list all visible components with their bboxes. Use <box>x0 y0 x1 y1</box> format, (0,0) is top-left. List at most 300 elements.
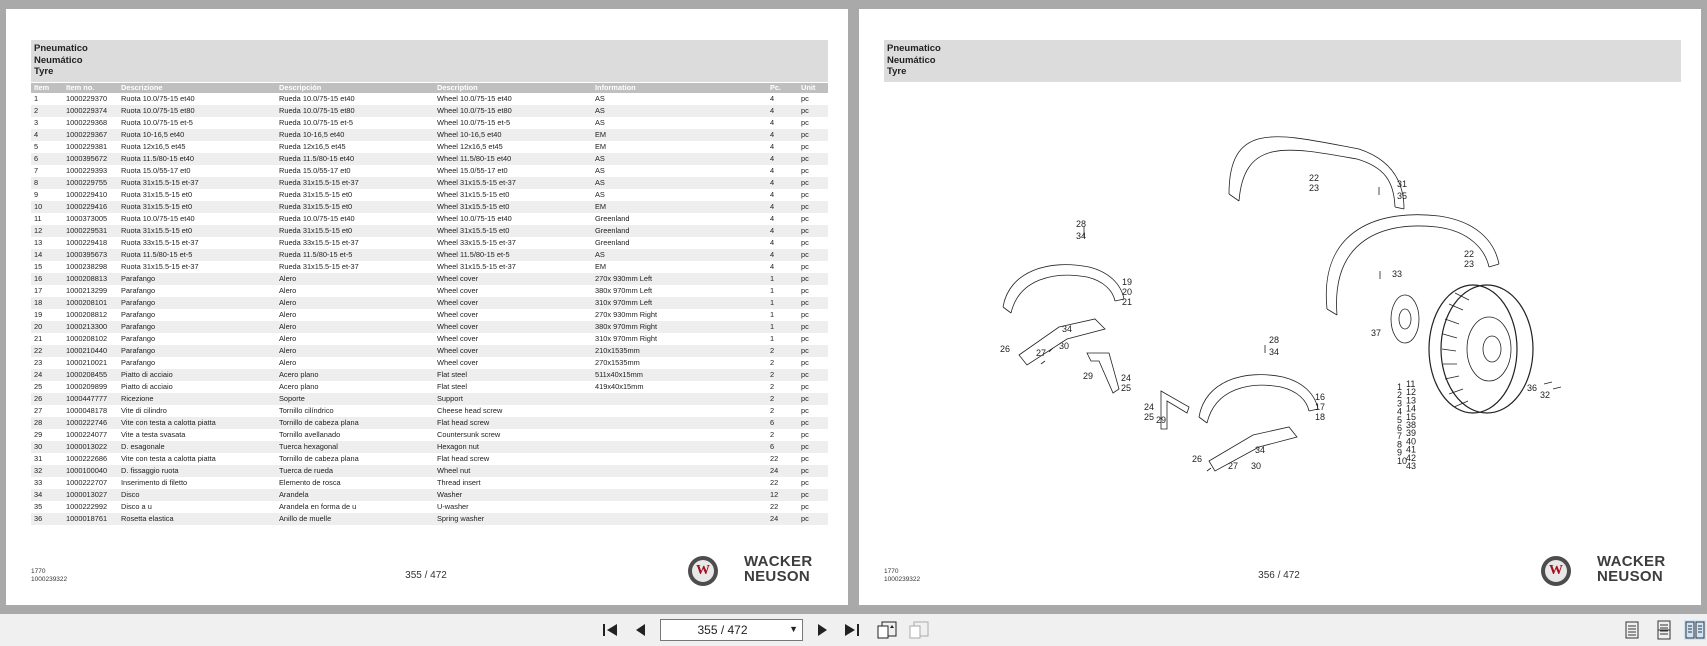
cell-descrizione: Ruota 10.0/75-15 et40 <box>121 214 195 223</box>
callout-23: 23 <box>1309 183 1320 193</box>
cell-description: Countersunk screw <box>437 430 501 439</box>
cell-pc: 24 <box>767 465 798 477</box>
cell-descrizione: Ruota 12x16,5 et45 <box>121 142 186 151</box>
cell-item: 33 <box>34 478 43 487</box>
cell-unit: pc <box>798 441 828 453</box>
logo-wordmark: WACKER NEUSON <box>744 553 813 585</box>
table-row <box>31 405 828 417</box>
footer-doc-no: 1000239322 <box>31 576 68 583</box>
cell-item-no: 1000213300 <box>63 321 118 333</box>
cell-pc: 4 <box>770 214 775 223</box>
cell-information <box>592 465 767 477</box>
cell-information: 380x 970mm Left <box>595 286 653 295</box>
cell-unit: pc <box>798 417 828 429</box>
callout-29: 29 <box>1083 371 1094 381</box>
cell-descripcion: Tornillo cilíndrico <box>279 406 334 415</box>
cell-pc: 4 <box>770 166 775 175</box>
cell-descrizione: Ruota 11.5/80-15 et-5 <box>118 249 276 261</box>
footer-codes <box>884 568 920 584</box>
cell-item: 15 <box>34 262 43 271</box>
callout-26: 26 <box>1000 344 1011 354</box>
callout-33: 33 <box>1392 269 1403 279</box>
table-row <box>31 273 828 285</box>
cell-descrizione: Ruota 10-16,5 et40 <box>118 129 276 141</box>
cell-description: Flat steel <box>437 382 467 391</box>
cell-information: 511x40x15mm <box>592 369 767 381</box>
cell-item-no: 1000013027 <box>63 489 118 501</box>
cell-pc: 22 <box>770 478 779 487</box>
first-page-icon[interactable] <box>600 620 620 640</box>
cell-unit: pc <box>798 393 828 405</box>
cell-description: Wheel 10.0/75-15 et-5 <box>437 118 511 127</box>
header-title-it: Pneumatico <box>34 43 88 54</box>
cell-item: 9 <box>34 190 39 199</box>
cell-descrizione: Ricezione <box>118 393 276 405</box>
cell-descrizione: Parafango <box>118 321 276 333</box>
cell-unit: pc <box>801 214 809 223</box>
cell-descripcion: Rueda 31x15.5-15 et0 <box>279 190 353 199</box>
logo-emblem-icon: W <box>1541 556 1571 586</box>
cell-unit: pc <box>801 118 809 127</box>
cell-item-no: 1000229418 <box>66 238 108 247</box>
cell-unit: pc <box>798 465 828 477</box>
footer-model: 1770 <box>31 568 46 575</box>
cell-information: AS <box>595 190 605 199</box>
cell-descripcion: Rueda 10.0/75-15 et40 <box>279 214 355 223</box>
right-page <box>859 9 1701 605</box>
cell-item: 13 <box>34 238 43 247</box>
table-row <box>31 333 828 345</box>
cell-item: 7 <box>34 166 39 175</box>
cell-descrizione: Vite a testa svasata <box>121 430 186 439</box>
cell-descripcion: Tornillo avellanado <box>279 430 341 439</box>
cell-pc: 4 <box>767 249 798 261</box>
cell-item-no: 1000213299 <box>66 286 108 295</box>
cell-item-no: 1000222992 <box>66 502 108 511</box>
cell-item-no: 1000208455 <box>63 369 118 381</box>
cell-descrizione: Rosetta elastica <box>118 513 276 525</box>
cell-information: AS <box>592 153 767 165</box>
cell-description: Wheel 31x15.5-15 et0 <box>434 201 592 213</box>
cell-item: 36 <box>31 513 63 525</box>
cell-item: 3 <box>34 118 39 127</box>
cell-descripcion: Rueda 10.0/75-15 et40 <box>279 94 355 103</box>
callout-21: 21 <box>1122 297 1133 307</box>
cell-item-no: 1000373005 <box>66 214 108 223</box>
callout-32: 32 <box>1540 390 1551 400</box>
section-header <box>31 40 828 82</box>
callout-wheel_items_b-8: 41 <box>1406 444 1417 455</box>
cell-information: 310x 970mm Left <box>592 297 767 309</box>
callout-34c: 34 <box>1269 347 1280 357</box>
cell-information: 419x40x15mm <box>595 382 644 391</box>
table-row <box>31 465 828 477</box>
cell-description: Wheel nut <box>434 465 592 477</box>
cell-item-no: 1000209899 <box>66 382 108 391</box>
cell-descripcion: Anillo de muelle <box>276 513 434 525</box>
next-page-icon[interactable] <box>814 620 830 640</box>
col-item: Item <box>31 83 63 93</box>
cell-item: 20 <box>31 321 63 333</box>
table-row <box>31 165 828 177</box>
cell-item-no: 1000210021 <box>66 358 108 367</box>
cell-pc: 4 <box>770 238 775 247</box>
cell-information <box>592 417 767 429</box>
cell-unit: pc <box>798 201 828 213</box>
cell-pc: 2 <box>767 345 798 357</box>
callout-29b: 29 <box>1156 415 1167 425</box>
cell-item-no: 1000229410 <box>66 190 108 199</box>
cell-information <box>592 429 767 441</box>
cell-description: Wheel cover <box>434 273 592 285</box>
cell-information <box>592 441 767 453</box>
cell-pc: 22 <box>770 502 779 511</box>
table-row <box>31 309 828 321</box>
last-page-icon[interactable] <box>842 620 862 640</box>
cell-descrizione: Vite di cilindro <box>121 406 167 415</box>
cell-information <box>592 513 767 525</box>
cell-unit: pc <box>798 129 828 141</box>
cell-descripcion: Elemento de rosca <box>279 478 341 487</box>
cell-descrizione: Parafango <box>121 286 156 295</box>
callout-34d: 34 <box>1255 445 1266 455</box>
cell-unit: pc <box>801 502 809 511</box>
cell-information <box>592 501 767 513</box>
table-row <box>31 369 828 381</box>
cell-descripcion: Alero <box>279 310 297 319</box>
callout-wheel_items_b-0: 11 <box>1406 379 1416 389</box>
cell-item: 34 <box>31 489 63 501</box>
cell-item: 4 <box>31 129 63 141</box>
cell-descrizione: Piatto di acciaio <box>121 382 173 391</box>
cell-item: 17 <box>34 286 43 295</box>
table-row <box>31 237 828 249</box>
cell-descrizione: Parafango <box>121 310 156 319</box>
viewer-toolbar <box>0 614 1707 646</box>
cell-item: 30 <box>31 441 63 453</box>
cell-item: 35 <box>34 502 43 511</box>
table-row <box>31 477 828 489</box>
cell-item: 21 <box>34 334 43 343</box>
callout-28b: 28 <box>1269 335 1280 345</box>
cell-item: 2 <box>31 105 63 117</box>
cell-item-no: 1000229755 <box>63 177 118 189</box>
cell-information: EM <box>595 142 607 151</box>
cell-item: 12 <box>31 225 63 237</box>
col-pc: Pc. <box>767 83 798 93</box>
page-number-input[interactable] <box>660 619 803 641</box>
callout-16: 16 <box>1315 392 1326 402</box>
cell-descrizione: Ruota 10.0/75-15 et80 <box>118 105 276 117</box>
cell-item: 22 <box>31 345 63 357</box>
cell-pc: 6 <box>767 441 798 453</box>
cell-descripcion: Soporte <box>276 393 434 405</box>
wheel-callouts-b <box>1406 379 1416 471</box>
table-row <box>31 129 828 141</box>
cell-description: Wheel 33x15.5-15 et-37 <box>437 238 516 247</box>
callout-wheel_items_a-8: 9 <box>1397 447 1403 458</box>
cell-descrizione: Ruota 11.5/80-15 et40 <box>118 153 276 165</box>
cell-descrizione: D. esagonale <box>118 441 276 453</box>
cell-descripcion: Rueda 10-16,5 et40 <box>276 129 434 141</box>
table-row <box>31 357 828 369</box>
cell-item-no: 1000229374 <box>63 105 118 117</box>
callout-17: 17 <box>1315 402 1326 412</box>
cell-information <box>592 453 767 465</box>
cell-pc: 4 <box>770 94 775 103</box>
cell-description: U-washer <box>437 502 469 511</box>
prev-page-icon[interactable] <box>632 620 648 640</box>
cell-information: AS <box>592 249 767 261</box>
callout-wheel_items_a-0: 1 <box>1397 382 1403 392</box>
cell-item-no: 1000229393 <box>66 166 108 175</box>
cell-descrizione: Ruota 31x15.5-15 et-37 <box>121 262 199 271</box>
cell-descrizione: Inserimento di filetto <box>121 478 188 487</box>
col-description: Description <box>434 83 592 93</box>
wacker-neuson-logo <box>688 551 823 591</box>
cell-unit: pc <box>801 166 809 175</box>
callout-wheel_items_b-10: 43 <box>1406 461 1417 471</box>
cell-item-no: 1000229416 <box>63 201 118 213</box>
cell-unit: pc <box>798 369 828 381</box>
cell-description: Wheel 15.0/55-17 et0 <box>437 166 508 175</box>
cell-information: AS <box>595 118 605 127</box>
cell-unit: pc <box>801 262 809 271</box>
cell-item-no: 1000208102 <box>66 334 108 343</box>
cell-information <box>592 489 767 501</box>
cell-descripcion: Rueda 11.5/80-15 et-5 <box>276 249 434 261</box>
col-information: Information <box>592 83 767 93</box>
callout-30: 30 <box>1059 341 1070 351</box>
cell-information: AS <box>592 177 767 189</box>
col-descripcion: Descripción <box>276 83 434 93</box>
cell-description: Flat head screw <box>434 417 592 429</box>
cell-pc: 4 <box>770 262 775 271</box>
cell-pc: 6 <box>767 417 798 429</box>
cell-information: AS <box>592 105 767 117</box>
cell-descrizione: Parafango <box>121 334 156 343</box>
cell-unit: pc <box>798 249 828 261</box>
cell-information: EM <box>595 262 607 271</box>
cell-descripcion: Tornillo de cabeza plana <box>276 417 434 429</box>
cell-descripcion: Alero <box>276 297 434 309</box>
cell-description: Wheel 31x15.5-15 et-37 <box>437 262 516 271</box>
cell-item: 5 <box>34 142 39 151</box>
col-descrizione: Descrizione <box>118 83 276 93</box>
cell-descripcion: Rueda 10.0/75-15 et80 <box>276 105 434 117</box>
cell-information: 210x1535mm <box>592 345 767 357</box>
callout-wheel_items_a-3: 4 <box>1397 406 1403 417</box>
cell-information: Greenland <box>595 214 630 223</box>
cell-descrizione: Ruota 31x15.5-15 et0 <box>118 201 276 213</box>
cell-pc: 2 <box>770 406 775 415</box>
cell-item-no: 1000100040 <box>63 465 118 477</box>
table-row <box>31 297 828 309</box>
cell-item-no: 1000224077 <box>66 430 108 439</box>
callout-36: 36 <box>1527 383 1538 393</box>
callout-wheel_items_a-4: 5 <box>1397 414 1403 425</box>
cell-item-no: 1000222746 <box>63 417 118 429</box>
single-page-view-icon[interactable] <box>1622 620 1642 640</box>
cell-information: 310x 970mm Right <box>595 334 658 343</box>
cell-descrizione: Parafango <box>118 297 276 309</box>
callout-20: 20 <box>1122 287 1133 297</box>
cell-descrizione: Ruota 31x15.5-15 et-37 <box>118 177 276 189</box>
cell-pc: 24 <box>767 513 798 525</box>
cell-item-no: 1000013022 <box>63 441 118 453</box>
cell-unit: pc <box>801 430 809 439</box>
cell-description: Wheel 10-16,5 et40 <box>434 129 592 141</box>
callout-18: 18 <box>1315 412 1326 422</box>
cell-item-no: 1000222686 <box>66 454 108 463</box>
cell-pc: 2 <box>767 369 798 381</box>
cell-information: Greenland <box>595 238 630 247</box>
cell-pc: 12 <box>767 489 798 501</box>
cell-descrizione: Vite con testa a calotta piatta <box>121 454 216 463</box>
cell-item: 28 <box>31 417 63 429</box>
callout-wheel_items_a-1: 2 <box>1397 390 1403 401</box>
table-row <box>31 513 828 525</box>
cell-descripcion: Alero <box>276 345 434 357</box>
table-row <box>31 141 828 153</box>
cell-item-no: 1000229370 <box>66 94 108 103</box>
cell-item-no: 1000229531 <box>63 225 118 237</box>
table-row <box>31 381 828 393</box>
cell-item: 18 <box>31 297 63 309</box>
cell-descripcion: Acero plano <box>276 369 434 381</box>
cell-descripcion: Rueda 11.5/80-15 et40 <box>276 153 434 165</box>
table-header-row <box>31 83 828 93</box>
table-row <box>31 105 828 117</box>
cell-item: 19 <box>34 310 43 319</box>
cell-descripcion: Alero <box>276 321 434 333</box>
cell-item-no: 1000208813 <box>63 273 118 285</box>
continuous-view-icon[interactable] <box>1654 620 1674 640</box>
cell-information: EM <box>592 129 767 141</box>
cell-descrizione: Piatto di acciaio <box>118 369 276 381</box>
cell-pc: 4 <box>767 153 798 165</box>
cell-unit: pc <box>801 190 809 199</box>
callout-wheel_items_a-7: 8 <box>1397 439 1403 450</box>
callout-30b: 30 <box>1251 461 1262 471</box>
cell-item: 27 <box>34 406 43 415</box>
callout-28: 28 <box>1076 219 1087 229</box>
logo-emblem-icon: W <box>688 556 718 586</box>
fit-width-icon[interactable] <box>908 620 930 640</box>
callout-wheel_items_b-5: 38 <box>1406 420 1417 430</box>
callout-22b: 22 <box>1464 249 1475 259</box>
cell-description: Wheel 10.0/75-15 et80 <box>434 105 592 117</box>
cell-information: AS <box>595 94 605 103</box>
cell-description: Wheel cover <box>437 286 479 295</box>
cell-descripcion: Alero <box>279 286 297 295</box>
header-title-es: Neumático <box>34 54 83 66</box>
cell-descripcion: Tuerca de rueda <box>276 465 434 477</box>
cell-descrizione: Ruota 31x15.5-15 et0 <box>118 225 276 237</box>
callout-wheel_items_b-4: 15 <box>1406 411 1417 422</box>
cell-pc: 22 <box>770 454 779 463</box>
cell-descripcion: Tuerca hexagonal <box>276 441 434 453</box>
cell-item: 11 <box>34 214 42 223</box>
cell-item: 16 <box>31 273 63 285</box>
cell-unit: pc <box>801 286 809 295</box>
cell-description: Wheel 31x15.5-15 et0 <box>437 190 510 199</box>
cell-descripcion: Rueda 31x15.5-15 et-37 <box>276 177 434 189</box>
cell-description: Wheel cover <box>434 321 592 333</box>
table-row <box>31 225 828 237</box>
footer-codes <box>31 568 67 584</box>
cell-unit: pc <box>801 358 809 367</box>
two-page-view-icon[interactable] <box>1684 620 1706 640</box>
page-number-value: 355 / 472 <box>697 623 748 637</box>
cell-unit: pc <box>798 105 828 117</box>
cell-information: 270x 930mm Right <box>595 310 658 319</box>
cell-descrizione: Ruota 31x15.5-15 et0 <box>121 190 193 199</box>
callout-wheel_items_a-6: 7 <box>1397 431 1403 442</box>
cell-description: Wheel 10.0/75-15 et40 <box>437 214 512 223</box>
cell-item: 14 <box>31 249 63 261</box>
cell-descrizione: Parafango <box>121 358 156 367</box>
cell-descripcion: Rueda 31x15.5-15 et0 <box>276 225 434 237</box>
cell-information <box>592 393 767 405</box>
table-row <box>31 393 828 405</box>
cell-descrizione: Vite con testa a calotta piatta <box>118 417 276 429</box>
cell-pc: 4 <box>767 105 798 117</box>
cell-pc: 1 <box>767 273 798 285</box>
cell-description: Wheel cover <box>437 310 479 319</box>
table-row <box>31 213 828 225</box>
wacker-neuson-logo <box>1541 551 1676 591</box>
cell-item-no: 1000229368 <box>66 118 108 127</box>
cell-description: Flat head screw <box>437 454 490 463</box>
fit-page-icon[interactable] <box>876 620 898 640</box>
cell-information: Greenland <box>592 225 767 237</box>
page-number: 355 / 472 <box>405 570 447 581</box>
cell-item-no: 1000395672 <box>63 153 118 165</box>
cell-description: Wheel 10.0/75-15 et40 <box>437 94 512 103</box>
header-title-es: Neumático <box>887 54 936 66</box>
callout-34: 34 <box>1076 231 1087 241</box>
callout-22: 22 <box>1309 173 1320 183</box>
cell-pc: 4 <box>767 177 798 189</box>
cell-unit: pc <box>798 273 828 285</box>
chevron-down-icon[interactable]: ▼ <box>789 624 798 634</box>
cell-unit: pc <box>801 478 809 487</box>
cell-description: Cheese head screw <box>437 406 503 415</box>
cell-description: Wheel 31x15.5-15 et0 <box>434 225 592 237</box>
cell-description: Wheel cover <box>434 345 592 357</box>
cell-item-no: 1000018761 <box>63 513 118 525</box>
callout-wheel_items_b-7: 40 <box>1406 436 1417 447</box>
callout-23b: 23 <box>1464 259 1475 269</box>
cell-descrizione: Ruota 10.0/75-15 et40 <box>121 94 195 103</box>
cell-item: 8 <box>31 177 63 189</box>
cell-information <box>592 477 767 489</box>
cell-descripcion: Alero <box>276 273 434 285</box>
cell-description: Spring washer <box>434 513 592 525</box>
cell-pc: 1 <box>770 286 775 295</box>
cell-unit: pc <box>798 297 828 309</box>
cell-description: Wheel 31x15.5-15 et-37 <box>434 177 592 189</box>
callout-37: 37 <box>1371 328 1382 338</box>
cell-descripcion: Rueda 31x15.5-15 et0 <box>276 201 434 213</box>
table-row <box>31 501 828 513</box>
callout-24: 24 <box>1121 373 1132 383</box>
cell-unit: pc <box>801 310 809 319</box>
parts-table-body <box>31 93 828 525</box>
page-number: 356 / 472 <box>1258 570 1300 581</box>
cell-descripcion: Rueda 12x16,5 et45 <box>279 142 346 151</box>
